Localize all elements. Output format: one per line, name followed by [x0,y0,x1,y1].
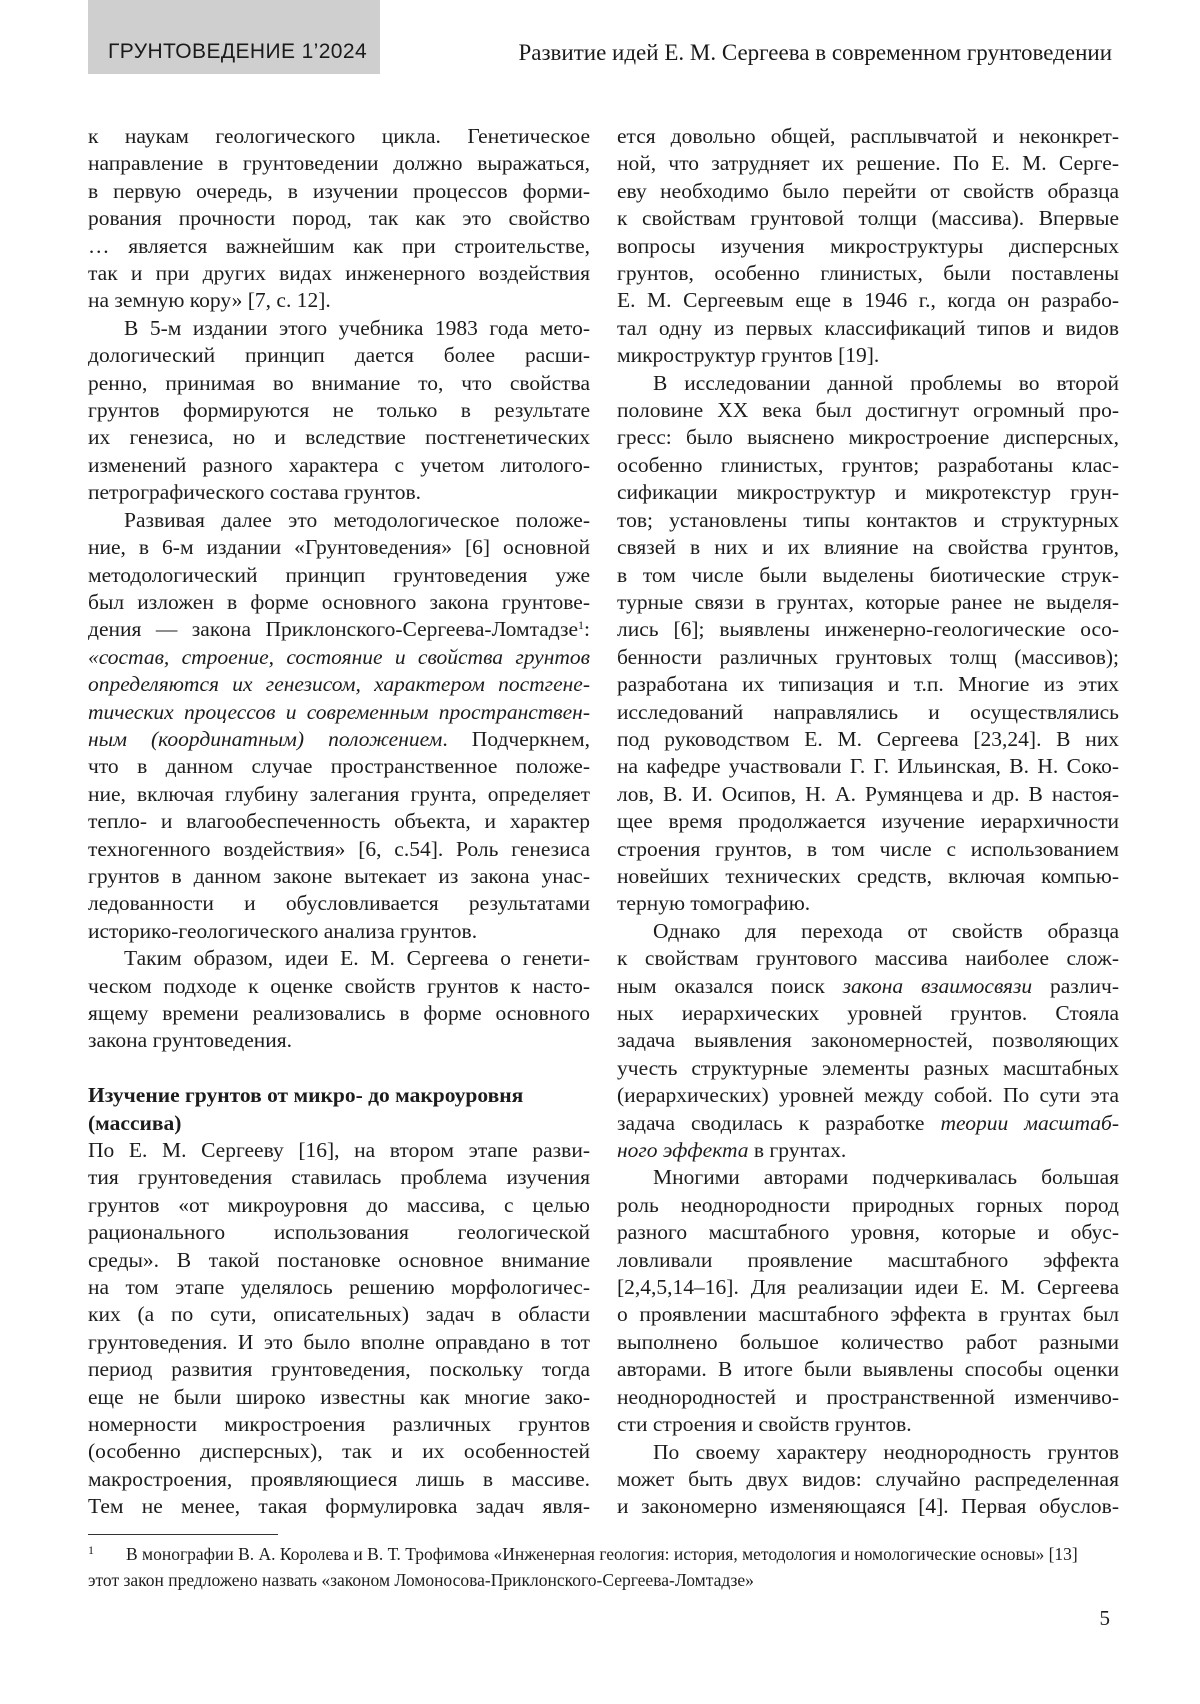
text-line: что в данном случае пространственное положе- [88,754,590,779]
text-line: тов; установлены типы контактов и структурных [617,507,1119,532]
text-segment: : [584,617,590,642]
text-line: учесть структурные элементы разных масштабных [617,1055,1119,1080]
text-line: ние, включая глубину залегания грунта, определяет [88,781,590,806]
text-line: грунтов формируются не только в результате [88,398,590,423]
text-line: сти строения и свойств грунтов. [617,1412,912,1437]
text-line: вопросы изучения микроструктуры дисперсных [617,233,1119,258]
text-line: может быть двух видов: случайно распределенная [617,1466,1119,1491]
text-line: грунтов в данном законе вытекает из закона унас- [88,863,590,888]
text-line: еву необходимо было перейти от свойств образца [617,178,1119,203]
text-line: строения грунтов, в том числе с использованием [617,836,1119,861]
footnote-reference: 1 [578,618,585,633]
text-line: дологический принцип дается более расши- [88,343,590,368]
text-line: еще не были широко известны как многие зако- [88,1384,590,1409]
text-line: к свойствам грунтового массива наиболее слож- [617,946,1119,971]
text-line-italic: тических процессов и современным пространствен- [88,699,590,724]
section-heading: (массива) [88,1110,182,1135]
text-line: ется довольно общей, расплывчатой и неконкрет- [617,124,1119,148]
text-line: Тем не менее, такая формулировка задач явля- [88,1494,590,1519]
journal-issue-label: ГРУНТОВЕДЕНИЕ 1’2024 [88,0,380,74]
text-line: техногенного воздействия» [6, с.54]. Роль генезиса [88,836,590,861]
text-line: разного масштабного уровня, которые и обус- [617,1220,1119,1245]
text-line: микроструктур грунтов [19]. [617,343,880,368]
text-line [617,1137,1119,1164]
text-line: ловливали проявление масштабного эффекта [617,1247,1119,1272]
text-line: на земную кору» [7, с. 12]. [88,288,331,313]
text-line: бенности различных грунтовых толщ (массивов); [617,644,1119,669]
text-line: в том числе были выделены биотические струк- [617,562,1119,587]
text-line: (особенно дисперсных), так и их особенностей [88,1439,590,1464]
text-line: неоднородностей и пространственной изменчиво- [617,1384,1119,1409]
text-line: Развивая далее это методологическое положе- [124,507,590,532]
footnote-line: 1 В монографии В. А. Королева и В. Т. Трофимова «Инженерная геология: история, методология и номологические основы» [13] [88,1543,1078,1564]
text-line [617,973,1119,1000]
left-column [88,123,590,1521]
text-line: методологический принцип грунтоведения уже [88,562,590,587]
text-segment: в грунтах. [748,1138,847,1163]
page-number: 5 [1099,1606,1110,1630]
text-line: грунтов, особенно глинистых, были поставлены [617,261,1119,286]
text-line: ренно, принимая во внимание то, что свойства [88,370,590,395]
footnote [88,1541,1112,1593]
text-line: на том этапе уделялось решению морфологичес- [88,1275,590,1300]
text-line: историко-геологического анализа грунтов. [88,918,478,943]
text-line: роль неоднородности природных горных пород [617,1192,1119,1217]
text-line: тепло- и влагообеспеченность объекта, и характер [88,809,590,834]
text-line-italic: «состав, строение, состояние и свойства грунтов [88,644,590,669]
text-line: на кафедре участвовали Г. Г. Ильинская, В. Н. Соко- [617,754,1119,779]
text-line: По Е. М. Сергееву [16], на втором этапе разви- [88,1138,590,1163]
text-line: период развития грунтоведения, поскольку тогда [88,1357,590,1382]
text-line: особенно глинистых, грунтов; разработаны клас- [617,452,1119,477]
text-line: ческом подходе к оценке свойств грунтов к насто- [88,973,590,998]
text-line: ных иерархических уровней грунтов. Стояла [617,1001,1119,1025]
text-line: связей в них и их влияние на свойства грунтов, [617,535,1119,560]
text-line: гресс: было выяснено микростроение дисперсных, [617,425,1119,450]
text-segment: задача сводилась к разработке [617,1110,941,1135]
text-line-italic: определяются их генезисом, характером постгене- [88,672,590,697]
section-heading: Изучение грунтов от микро- до макроуровня [88,1083,524,1108]
text-segment: . Подчеркнем, [442,726,590,751]
text-line: ной, что затрудняет их решение. По Е. М. Серге- [617,151,1119,176]
right-column [617,123,1119,1521]
text-line: ние, в 6-м издании «Грунтоведения» [6] основной [88,535,590,560]
text-segment: ным оказался поиск [617,973,843,998]
text-line: грунтоведения. И это было вполне оправдано в тот [88,1329,590,1354]
text-line: половине XX века был достигнут огромный про- [617,398,1119,423]
footnote-text: В монографии В. А. Королева и В. Т. Трофимова «Инженерная геология: история, методология и номологические основы» [13] [126,1544,1078,1564]
text-line: Е. М. Сергеевым еще в 1946 г., когда он разрабо- [617,288,1119,313]
text-line: турные связи в грунтах, которые ранее не выделя- [617,589,1119,614]
text-line: новейших технических средств, включая компью- [617,863,1119,888]
running-title: Развитие идей Е. М. Сергеева в современном грунтоведении [518,40,1112,65]
text-line: макростроения, проявляющиеся лишь в массиве. [88,1466,590,1491]
text-line: направление в грунтоведении должно выражаться, [88,151,590,176]
footnote-line: этот закон предложено назвать «законом Ломоносова-Приклонского-Сергеева-Ломтадзе» [88,1570,754,1590]
text-line: петрографического состава грунтов. [88,480,421,505]
text-segment-italic: ным (координатным) положением [88,726,443,751]
text-segment: дения — закона Приклонского-Сергеева-Ломтадзе [88,617,579,642]
text-line: рования прочности пород, так как это свойство [88,206,590,231]
text-line: рационального использования геологической [88,1220,590,1245]
text-line: так и при других видах инженерного воздействия [88,261,590,286]
text-line: грунтов «от микроуровня до массива, с целью [88,1192,590,1217]
text-line [617,1110,1119,1137]
text-segment-italic: ного эффекта [617,1138,749,1163]
text-line: под руководством Е. М. Сергеева [23,24]. В них [617,726,1119,751]
text-segment-italic: теории масштаб- [940,1110,1119,1135]
text-line [88,616,590,643]
text-line: закона грунтоведения. [88,1028,293,1053]
text-segment-italic: закона взаимосвязи [842,973,1033,998]
text-line: к наукам геологического цикла. Генетическое [88,124,590,148]
text-line: изменений разного характера с учетом литолого- [88,452,590,477]
text-line: В 5-м издании этого учебника 1983 года мето- [124,315,590,340]
text-line: Однако для перехода от свойств образца [653,918,1119,943]
text-line: щее время продолжается изучение иерархичности [617,809,1119,834]
text-line: ящему времени реализовались в форме основного [88,1001,590,1025]
text-line: о проявлении масштабного эффекта в грунтах был [617,1302,1119,1327]
text-line: [2,4,5,14–16]. Для реализации идеи Е. М. Сергеева [617,1275,1119,1300]
text-line: (иерархических) уровней между собой. По сути эта [617,1083,1119,1108]
text-line: номерности микростроения различных грунтов [88,1412,590,1437]
text-line: Таким образом, идеи Е. М. Сергеева о генети- [124,946,590,971]
text-line: их генезиса, но и вследствие постгенетических [88,425,590,450]
text-line: … является важнейшим как при строительстве, [88,233,590,258]
text-line [88,726,590,753]
text-line: к свойствам грунтовой толщи (массива). Впервые [617,206,1119,231]
text-line: тал одну из первых классификаций типов и видов [617,315,1119,340]
text-segment: различ- [1032,973,1119,998]
text-line: исследований направлялись и осуществлялись [617,699,1119,724]
text-line: терную томографию. [617,891,811,916]
text-line: в первую очередь, в изучении процессов форми- [88,178,590,203]
text-line: сификации микроструктур и микротекстур грун- [617,480,1119,505]
text-line: задача выявления закономерностей, позволяющих [617,1028,1119,1053]
text-line: лов, В. И. Осипов, Н. А. Румянцева и др. В настоя- [617,781,1119,806]
text-line: В исследовании данной проблемы во второй [653,370,1119,395]
text-line: лись [6]; выявлены инженерно-геологические осо- [617,617,1119,642]
text-line: По своему характеру неоднородность грунтов [653,1439,1119,1464]
text-line: был изложен в форме основного закона грунтове- [88,589,590,614]
text-line: авторами. В итоге были выявлены способы оценки [617,1357,1119,1382]
text-line: и закономерно изменяющаяся [4]. Первая обуслов- [617,1494,1119,1519]
text-line: ледованности и обусловливается результатами [88,891,590,916]
text-line: ких (а по сути, описательных) задач в области [88,1302,590,1327]
footnote-divider [88,1534,278,1535]
text-line: выполнено большое количество работ разными [617,1329,1119,1354]
text-line: разработана их типизация и т.п. Многие из этих [617,672,1119,697]
text-line: тия грунтоведения ставилась проблема изучения [88,1165,590,1190]
text-line: Многими авторами подчеркивалась большая [653,1165,1119,1190]
text-line: среды». В такой постановке основное внимание [88,1247,590,1272]
